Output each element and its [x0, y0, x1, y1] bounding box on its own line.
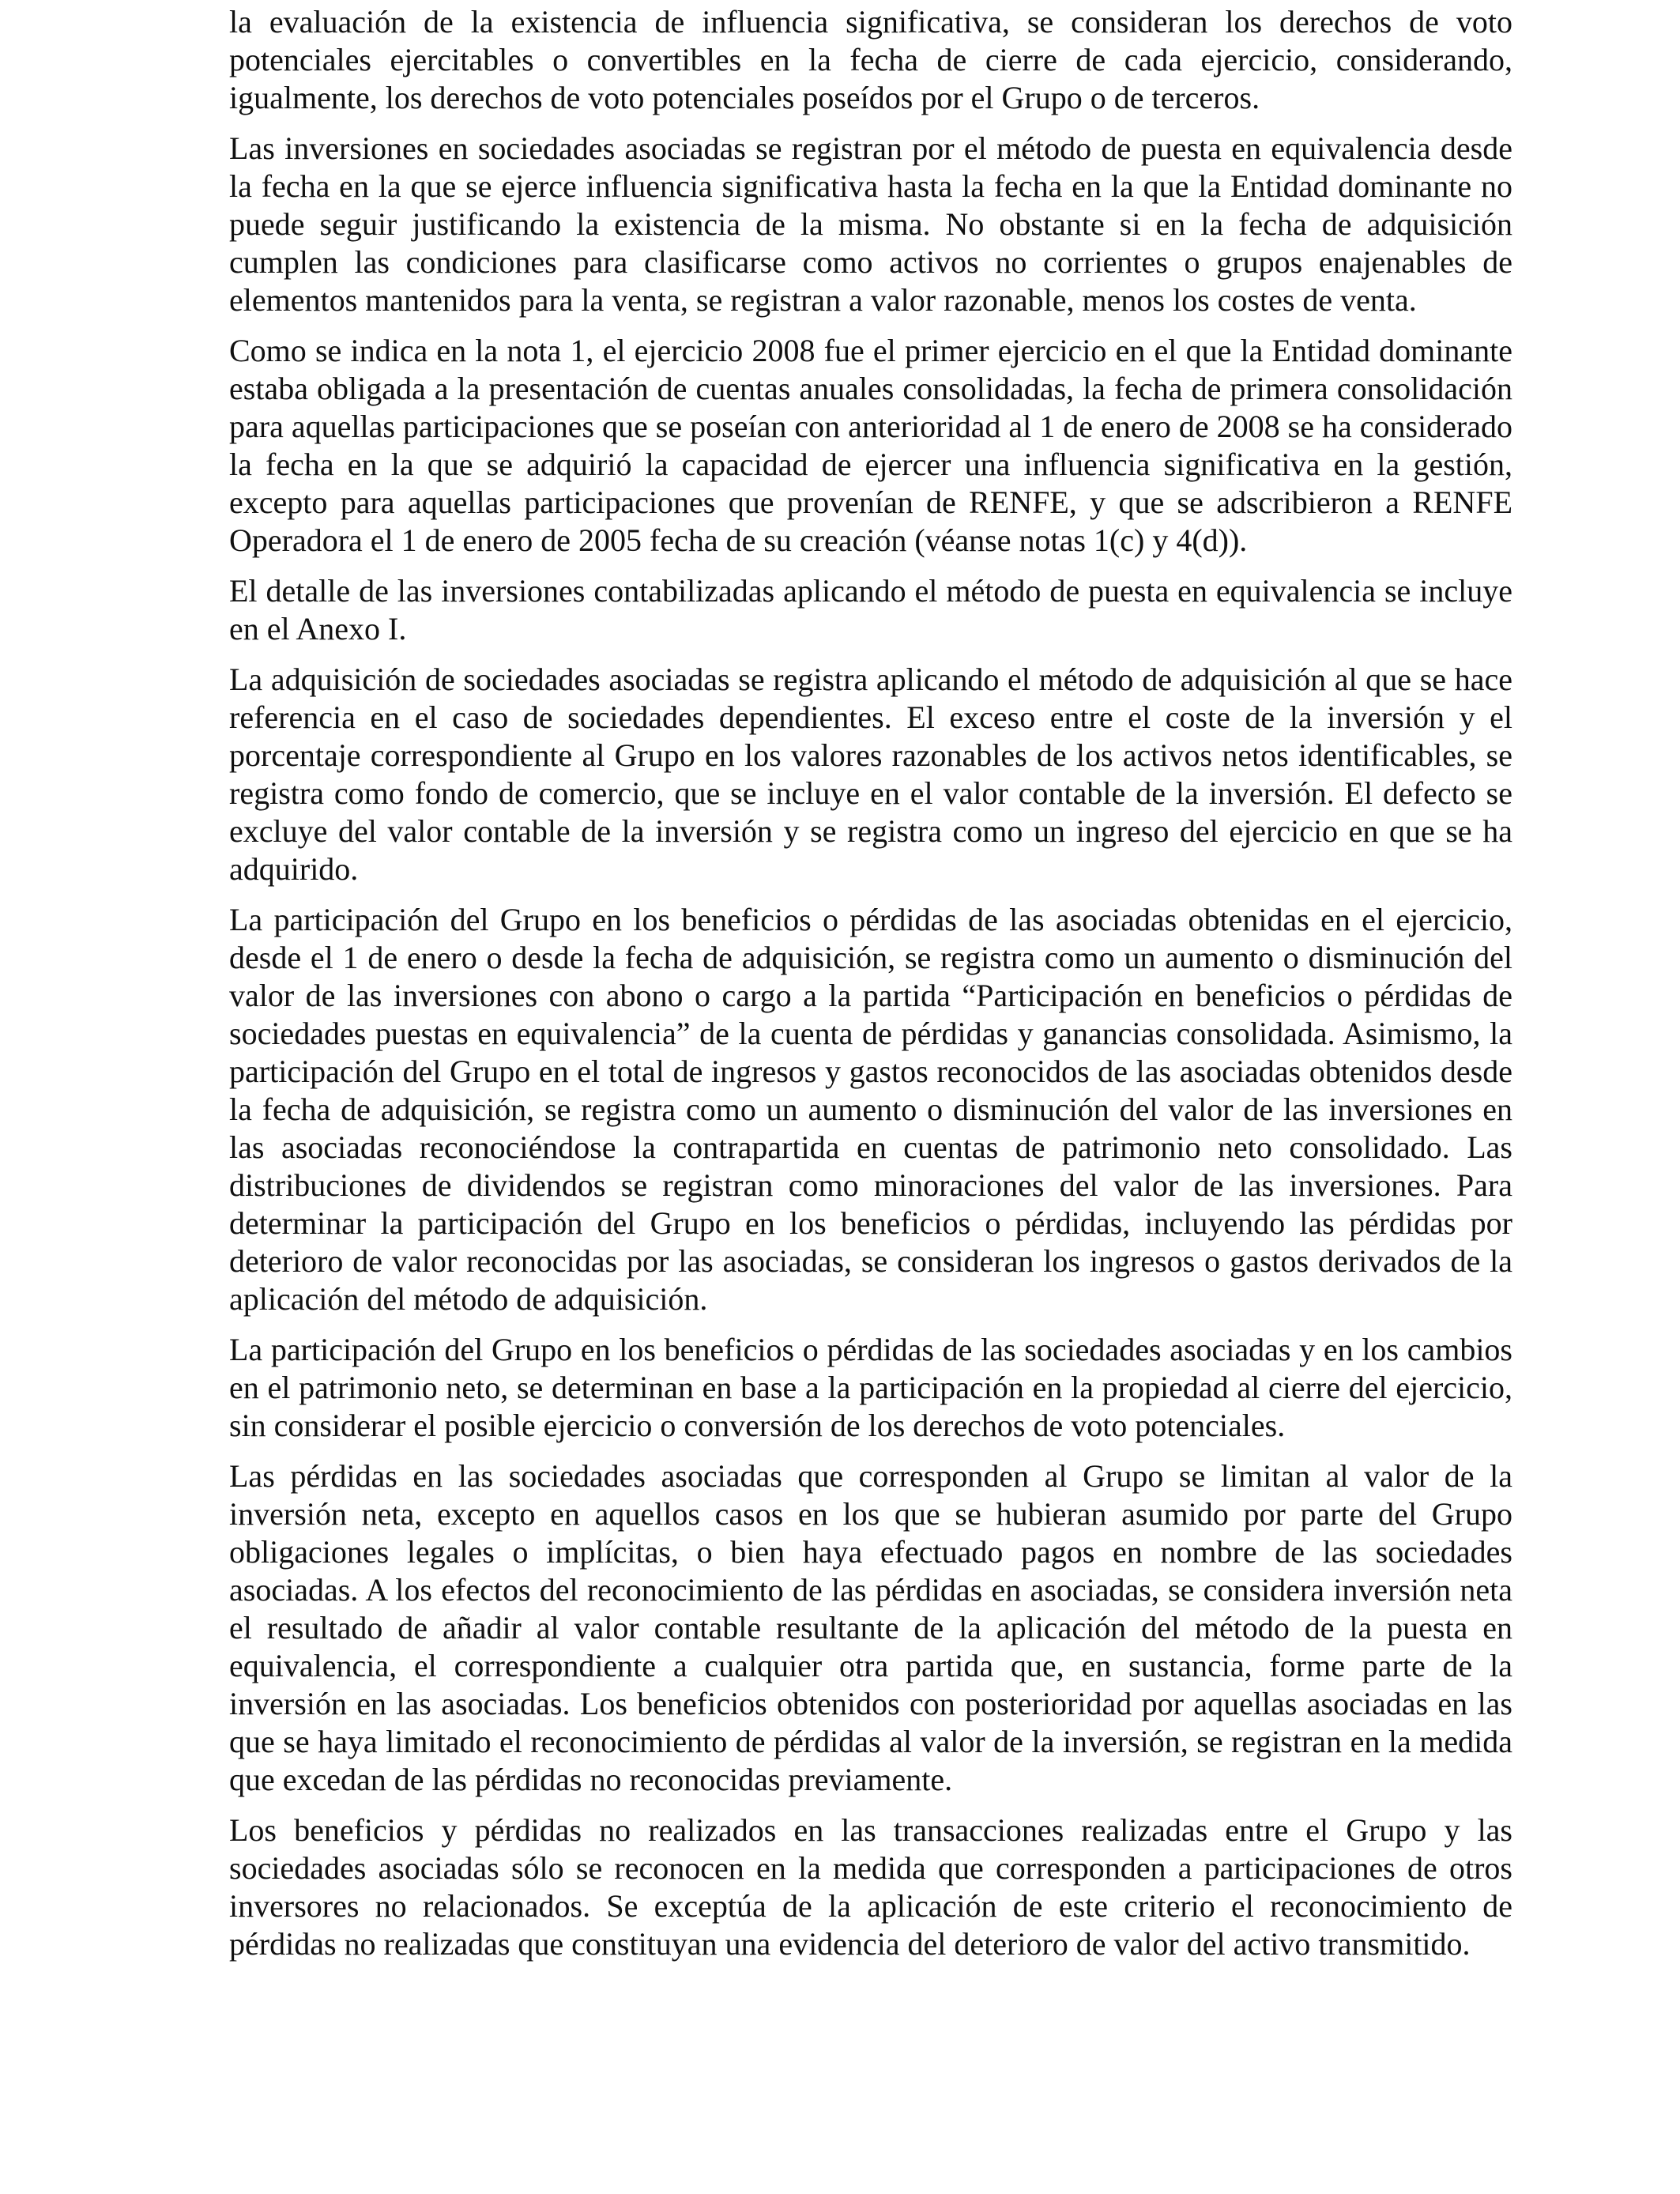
- paragraph-anexo-i: El detalle de las inversiones contabilizadas aplicando el método de puesta en equivalencia se incluye en el Anexo I.: [229, 573, 1512, 647]
- paragraph-perdidas-asociadas: Las pérdidas en las sociedades asociadas que corresponden al Grupo se limitan al valor de la inversión neta, excepto en aquellos casos en los que se hubieran asumido por parte del Grupo obligaciones legales o implícitas, o bien haya efectuado pagos en nombre de las sociedades asociadas. A los efectos del reconocimiento de las pérdidas en asociadas, se considera inversión neta el resultado de añadir al valor contable resultante de la aplicación del método de la puesta en equivalencia, el correspondiente a cualquier otra partida que, en sustancia, forme parte de la inversión en las asociadas. Los beneficios obtenidos con posterioridad por aquellas asociadas en las que se haya limitado el reconocimiento de pérdidas al valor de la inversión, se registran en la medida que excedan de las pérdidas no reconocidas previamente.: [229, 1458, 1512, 1797]
- paragraph-primera-consolidacion: Como se indica en la nota 1, el ejercicio 2008 fue el primer ejercicio en el que la Entidad dominante estaba obligada a la presentación de cuentas anuales consolidadas, la fecha de primera consolidación para aquellas participaciones que se poseían con anterioridad al 1 de enero de 2008 se ha considerado la fecha en la que se adquirió la capacidad de ejercer una influencia significativa en la gestión, excepto para aquellas participaciones que provenían de RENFE, y que se adscribieron a RENFE Operadora el 1 de enero de 2005 fecha de su creación (véanse notas 1(c) y 4(d)).: [229, 333, 1512, 558]
- paragraph-influencia-significativa: la evaluación de la existencia de influencia significativa, se consideran los derechos de voto potenciales ejercitables o convertibles en la fecha de cierre de cada ejercicio, considerando, igualmente, los derechos de voto potenciales poseídos por el Grupo o de terceros.: [229, 4, 1512, 115]
- paragraph-beneficios-no-realizados: Los beneficios y pérdidas no realizados en las transacciones realizadas entre el Grupo y las sociedades asociadas sólo se reconocen en la medida que corresponden a participaciones de otros inversores no relacionados. Se exceptúa de la aplicación de este criterio el reconocimiento de pérdidas no realizadas que constituyan una evidencia del deterioro de valor del activo transmitido.: [229, 1812, 1512, 1962]
- document-page: [229, 3, 1512, 1976]
- paragraph-cambios-patrimonio: La participación del Grupo en los beneficios o pérdidas de las sociedades asociadas y en los cambios en el patrimonio neto, se determinan en base a la participación en la propiedad al cierre del ejercicio, sin considerar el posible ejercicio o conversión de los derechos de voto potenciales.: [229, 1332, 1512, 1443]
- paragraph-metodo-puesta-equivalencia: Las inversiones en sociedades asociadas se registran por el método de puesta en equivalencia desde la fecha en la que se ejerce influencia significativa hasta la fecha en la que la Entidad dominante no puede seguir justificando la existencia de la misma. No obstante si en la fecha de adquisición cumplen las condiciones para clasificarse como activos no corrientes o grupos enajenables de elementos mantenidos para la venta, se registran a valor razonable, menos los costes de venta.: [229, 130, 1512, 318]
- paragraph-participacion-beneficios: La participación del Grupo en los beneficios o pérdidas de las asociadas obtenidas en el ejercicio, desde el 1 de enero o desde la fecha de adquisición, se registra como un aumento o disminución del valor de las inversiones con abono o cargo a la partida “Participación en beneficios o pérdidas de sociedades puestas en equivalencia” de la cuenta de pérdidas y ganancias consolidada. Asimismo, la participación del Grupo en el total de ingresos y gastos reconocidos de las asociadas obtenidos desde la fecha de adquisición, se registra como un aumento o disminución del valor de las inversiones en las asociadas reconociéndose la contrapartida en cuentas de patrimonio neto consolidado. Las distribuciones de dividendos se registran como minoraciones del valor de las inversiones. Para determinar la participación del Grupo en los beneficios o pérdidas, incluyendo las pérdidas por deterioro de valor reconocidas por las asociadas, se consideran los ingresos o gastos derivados de la aplicación del método de adquisición.: [229, 902, 1512, 1317]
- paragraph-adquisicion-asociadas: La adquisición de sociedades asociadas se registra aplicando el método de adquisición al que se hace referencia en el caso de sociedades dependientes. El exceso entre el coste de la inversión y el porcentaje correspondiente al Grupo en los valores razonables de los activos netos identificables, se registra como fondo de comercio, que se incluye en el valor contable de la inversión. El defecto se excluye del valor contable de la inversión y se registra como un ingreso del ejercicio en que se ha adquirido.: [229, 662, 1512, 887]
